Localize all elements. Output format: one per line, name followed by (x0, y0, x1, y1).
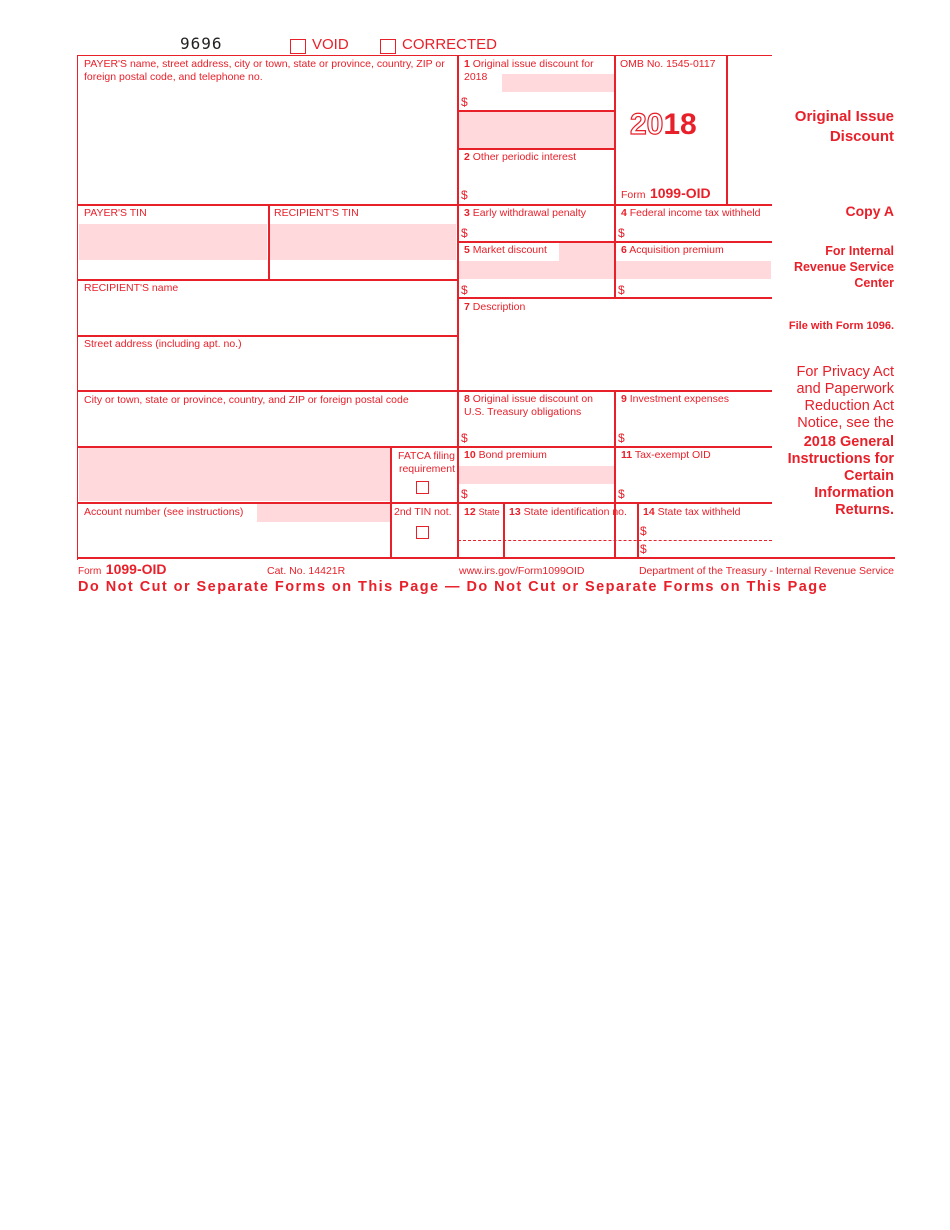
box2-input[interactable] (470, 185, 610, 201)
box9-num: 9 (621, 393, 627, 405)
department: Department of the Treasury - Internal Revenue Service (638, 565, 894, 577)
box14-dollar-1: $ (640, 524, 647, 538)
void-label: VOID (312, 36, 349, 53)
box10-label: Bond premium (478, 449, 547, 461)
second-tin-checkbox[interactable] (416, 526, 429, 539)
box14-input-2[interactable] (650, 542, 768, 556)
box1-num: 1 (464, 58, 470, 70)
box5-label: Market discount (472, 244, 547, 256)
box4-dollar: $ (618, 226, 625, 240)
box8-label: Original issue discount on U.S. Treasury obligations (464, 393, 593, 418)
box3-label: Early withdrawal penalty (472, 207, 586, 219)
payer-input[interactable] (80, 88, 456, 202)
box10-num: 10 (464, 449, 476, 461)
box8-dollar: $ (461, 431, 468, 445)
form-name: 1099-OID (649, 185, 711, 201)
for-irs: For Internal Revenue Service Center (793, 244, 894, 290)
box9-label: Investment expenses (629, 393, 729, 405)
box6-label: Acquisition premium (629, 244, 724, 256)
box11-dollar: $ (618, 487, 625, 501)
do-not-cut-warning: Do Not Cut or Separate Forms on This Page — Do Not Cut or Separate Forms on This Page (78, 579, 829, 595)
account-label: Account number (see instructions) (84, 506, 244, 518)
box6-dollar: $ (618, 283, 625, 297)
fatca-label: FATCA filing requirement (398, 450, 455, 475)
box4-input[interactable] (627, 224, 767, 240)
box6-num: 6 (621, 244, 627, 256)
corrected-checkbox[interactable] (380, 39, 396, 54)
payer-tin-label: PAYER'S TIN (84, 207, 147, 219)
city-label: City or town, state or province, country, and ZIP or foreign postal code (84, 394, 409, 406)
street-input[interactable] (80, 354, 456, 389)
box4-label: Federal income tax withheld (629, 207, 761, 219)
box14-dollar-2: $ (640, 542, 647, 556)
box2-label: Other periodic interest (472, 151, 577, 163)
box12-label: State (478, 507, 500, 517)
box10-dollar: $ (461, 487, 468, 501)
copy-label: Copy A (845, 203, 894, 219)
recipient-tin-input[interactable] (270, 224, 456, 260)
omb-number: OMB No. 1545-0117 (620, 58, 716, 70)
cat-number: Cat. No. 14421R (267, 565, 346, 577)
file-with: File with Form 1096. (788, 320, 894, 332)
box4-num: 4 (621, 207, 627, 219)
recipient-tin-label: RECIPIENT'S TIN (274, 207, 359, 219)
box9-dollar: $ (618, 431, 625, 445)
box3-dollar: $ (461, 226, 468, 240)
box1-dollar: $ (461, 95, 468, 109)
void-checkbox[interactable] (290, 39, 306, 54)
payer-label: PAYER'S name, street address, city or town, state or province, country, ZIP or foreign postal code, and telephone no. (84, 58, 445, 83)
box9-input[interactable] (627, 429, 767, 445)
box2-dollar: $ (461, 188, 468, 202)
box13-label: State identification no. (523, 506, 627, 518)
irs-url: www.irs.gov/Form1099OID (459, 565, 585, 577)
box7-num: 7 (464, 301, 470, 313)
box11-label: Tax-exempt OID (634, 449, 711, 461)
form-title: Original Issue Discount (794, 108, 894, 145)
box1-lower-shade (459, 112, 614, 148)
box11-num: 11 (621, 449, 633, 461)
box10-input[interactable] (470, 485, 610, 501)
box12-input-1[interactable] (460, 522, 502, 539)
box7-label: Description (472, 301, 526, 313)
fatca-checkbox[interactable] (416, 481, 429, 494)
corrected-label: CORRECTED (402, 36, 498, 53)
footer-form-word: Form (78, 566, 102, 577)
box6-shade (616, 261, 771, 279)
box14-num: 14 (643, 506, 655, 518)
box7-input[interactable] (462, 318, 768, 388)
form-word: Form (621, 189, 646, 201)
box5-shade (559, 243, 614, 261)
box6-input[interactable] (627, 281, 767, 297)
box2-num: 2 (464, 151, 470, 163)
box13-input-2[interactable] (506, 542, 635, 556)
privacy-notice: For Privacy Act and Paperwork Reduction Act Notice, see the (796, 364, 894, 431)
form-code: 9696 (180, 34, 223, 53)
box5-num: 5 (464, 244, 470, 256)
city-input[interactable] (80, 410, 456, 445)
box1-shade (502, 74, 614, 92)
box1-label: Original issue discount for 2018 (464, 58, 594, 83)
recipient-name-input[interactable] (80, 298, 456, 333)
box13-input-1[interactable] (506, 522, 635, 539)
footer-form-name: 1099-OID (105, 561, 167, 577)
recipient-name-label: RECIPIENT'S name (84, 282, 179, 294)
shaded-blank-area (79, 448, 390, 501)
box8-input[interactable] (470, 429, 610, 445)
box14-input-1[interactable] (650, 522, 768, 539)
payer-tin-input[interactable] (79, 224, 267, 260)
box12-input-2[interactable] (460, 542, 502, 556)
street-label: Street address (including apt. no.) (84, 338, 242, 350)
box13-num: 13 (509, 506, 521, 518)
general-instructions: 2018 General Instructions for Certain Information Returns. (787, 434, 894, 518)
year-suffix: 18 (663, 108, 697, 141)
box3-num: 3 (464, 207, 470, 219)
account-shade (257, 504, 390, 522)
box5-input[interactable] (470, 281, 610, 297)
state-row-divider (458, 540, 772, 541)
box5-lower-shade (459, 261, 614, 279)
box3-input[interactable] (470, 224, 610, 240)
box1-input[interactable] (470, 94, 610, 110)
box12-num: 12 (464, 506, 476, 518)
box10-shade (459, 466, 614, 484)
box5-dollar: $ (461, 283, 468, 297)
box8-num: 8 (464, 393, 470, 405)
year-prefix: 20 (630, 108, 664, 141)
account-input[interactable] (80, 522, 388, 556)
box11-input[interactable] (627, 485, 767, 501)
second-tin-label: 2nd TIN not. (394, 506, 452, 518)
box14-label: State tax withheld (657, 506, 741, 518)
